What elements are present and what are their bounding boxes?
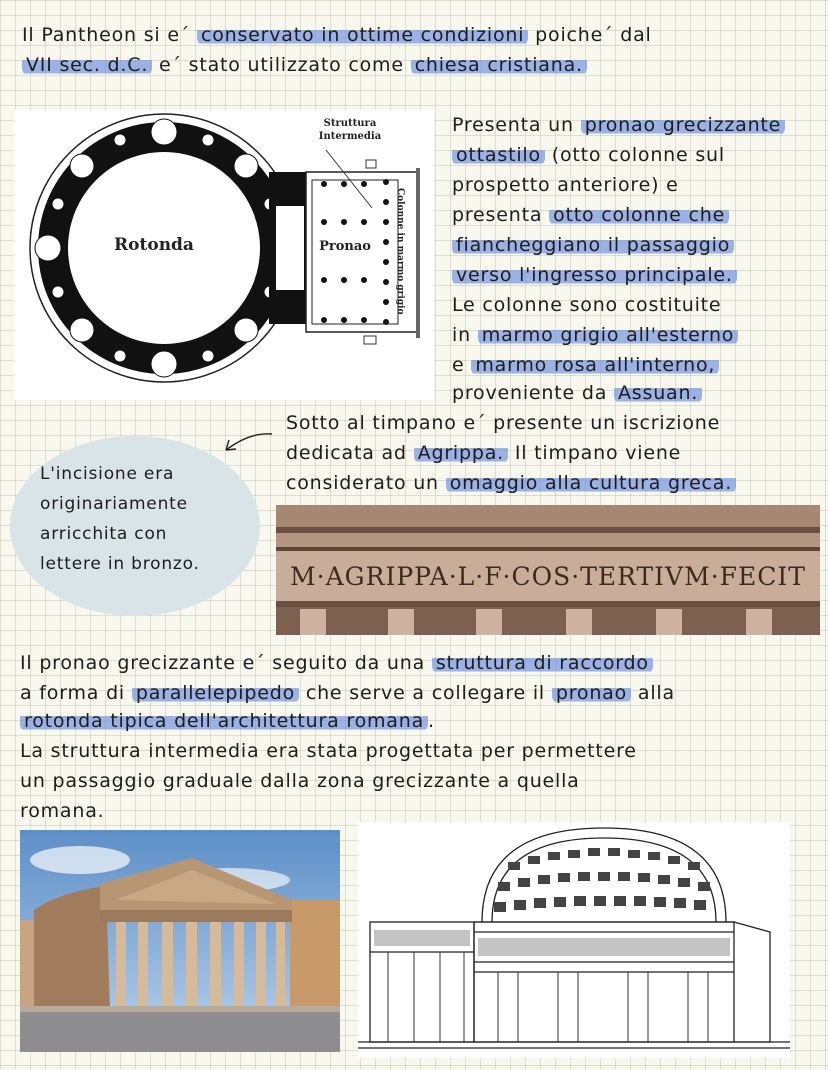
text: presenta [452, 204, 550, 226]
highlight-fiancheggiano: fiancheggiano il passaggio [452, 234, 734, 256]
highlight-rotonda-romana: rotonda tipica dell'architettura romana [20, 710, 428, 732]
text: prospetto anteriore) e [452, 174, 679, 196]
timpano-line-2 [286, 442, 681, 464]
pantheon-photo-drawing [20, 830, 340, 1052]
highlight-struttura-raccordo: struttura di raccordo [432, 652, 653, 674]
text: Il pronao grecizzante e´ seguito da una [20, 652, 432, 674]
struttura-line-3 [20, 710, 435, 732]
highlight-pronao-2: pronao [552, 682, 631, 704]
label-struttura: Struttura [323, 118, 377, 129]
text: (otto colonne sul [544, 144, 725, 166]
highlight-ottastilo: ottastilo [452, 144, 545, 166]
text: dedicata ad [286, 442, 414, 464]
highlight-agrippa: Agrippa. [414, 442, 508, 464]
label-colonne: Colonne in marmo grigio [395, 188, 405, 315]
highlight-parallelepipedo: parallelepipedo [132, 682, 299, 704]
note-bubble [10, 436, 260, 616]
pronao-line-1 [452, 114, 785, 136]
pronao-line-2 [452, 144, 725, 166]
text: proveniente da [452, 382, 614, 404]
text: alla [631, 682, 675, 704]
floor-plan-image [14, 110, 434, 400]
highlight-assuan: Assuan. [614, 382, 702, 404]
pantheon-photo [20, 830, 340, 1052]
struttura-line-1 [20, 652, 653, 674]
text: in [452, 324, 478, 346]
pronao-line-8 [452, 324, 738, 346]
highlight-otto-colonne: otto colonne che [549, 204, 729, 226]
highlight-century: VII sec. d.C. [22, 54, 152, 76]
struttura-line-2 [20, 682, 675, 704]
text: . [428, 710, 435, 732]
highlight-marmo-rosa: marmo rosa all'interno, [471, 354, 719, 376]
text: che serve a collegare il [299, 682, 552, 704]
pronao-line-3 [452, 174, 679, 196]
text: La struttura intermedia era stata progettata per permettere [20, 740, 637, 762]
highlight-conservato: conservato in ottime condizioni [197, 24, 528, 46]
bubble-line: L'incisione era [40, 464, 175, 484]
intro-text: poiche´ dal [528, 24, 652, 46]
highlight-chiesa: chiesa cristiana. [411, 54, 587, 76]
struttura-line-6 [20, 800, 105, 822]
pronao-line-5 [452, 234, 734, 256]
intro-line-1 [22, 24, 652, 46]
inscription-drawing [276, 505, 820, 635]
text: considerato un [286, 472, 446, 494]
label-intermedia: Intermedia [318, 131, 382, 142]
text: Presenta un [452, 114, 581, 136]
highlight-ingresso: verso l'ingresso principale. [452, 264, 737, 286]
highlight-omaggio: omaggio alla cultura greca. [446, 472, 736, 494]
text: romana. [20, 800, 105, 822]
text: Sotto al timpano e´ presente un iscrizione [286, 412, 721, 434]
text: Le colonne sono costituite [452, 294, 722, 316]
intro-line-2 [22, 54, 587, 76]
intro-text: e´ stato utilizzato come [152, 54, 411, 76]
pronao-line-9 [452, 354, 719, 376]
pronao-line-10 [452, 382, 702, 404]
timpano-line-1 [286, 412, 720, 434]
inscription-photo [276, 505, 820, 635]
pronao-line-7 [452, 294, 721, 316]
highlight-marmo-grigio: marmo grigio all'esterno [478, 324, 738, 346]
struttura-line-4 [20, 740, 637, 762]
struttura-line-5 [20, 770, 580, 792]
section-drawing-image [358, 822, 790, 1058]
timpano-line-3 [286, 472, 736, 494]
section-drawing [358, 822, 790, 1058]
bubble-line: arricchita con [40, 524, 168, 544]
pronao-line-6 [452, 264, 737, 286]
text: Il timpano viene [508, 442, 682, 464]
intro-text: Il Pantheon si e´ [22, 24, 197, 46]
text: a forma di [20, 682, 132, 704]
bubble-line: originariamente [40, 494, 188, 514]
bubble-line: lettere in bronzo. [40, 554, 200, 574]
label-rotonda: Rotonda [114, 235, 194, 255]
text: un passaggio graduale dalla zona grecizzante a quella [20, 770, 580, 792]
inscription-text: M·AGRIPPA·L·F·COS·TERTIVM·FECIT [290, 562, 806, 591]
floor-plan-drawing [14, 110, 434, 400]
highlight-pronao: pronao grecizzante [581, 114, 785, 136]
pronao-line-4 [452, 204, 729, 226]
arrow-icon [220, 428, 276, 458]
text: e [452, 354, 472, 376]
label-pronao: Pronao [319, 239, 371, 254]
